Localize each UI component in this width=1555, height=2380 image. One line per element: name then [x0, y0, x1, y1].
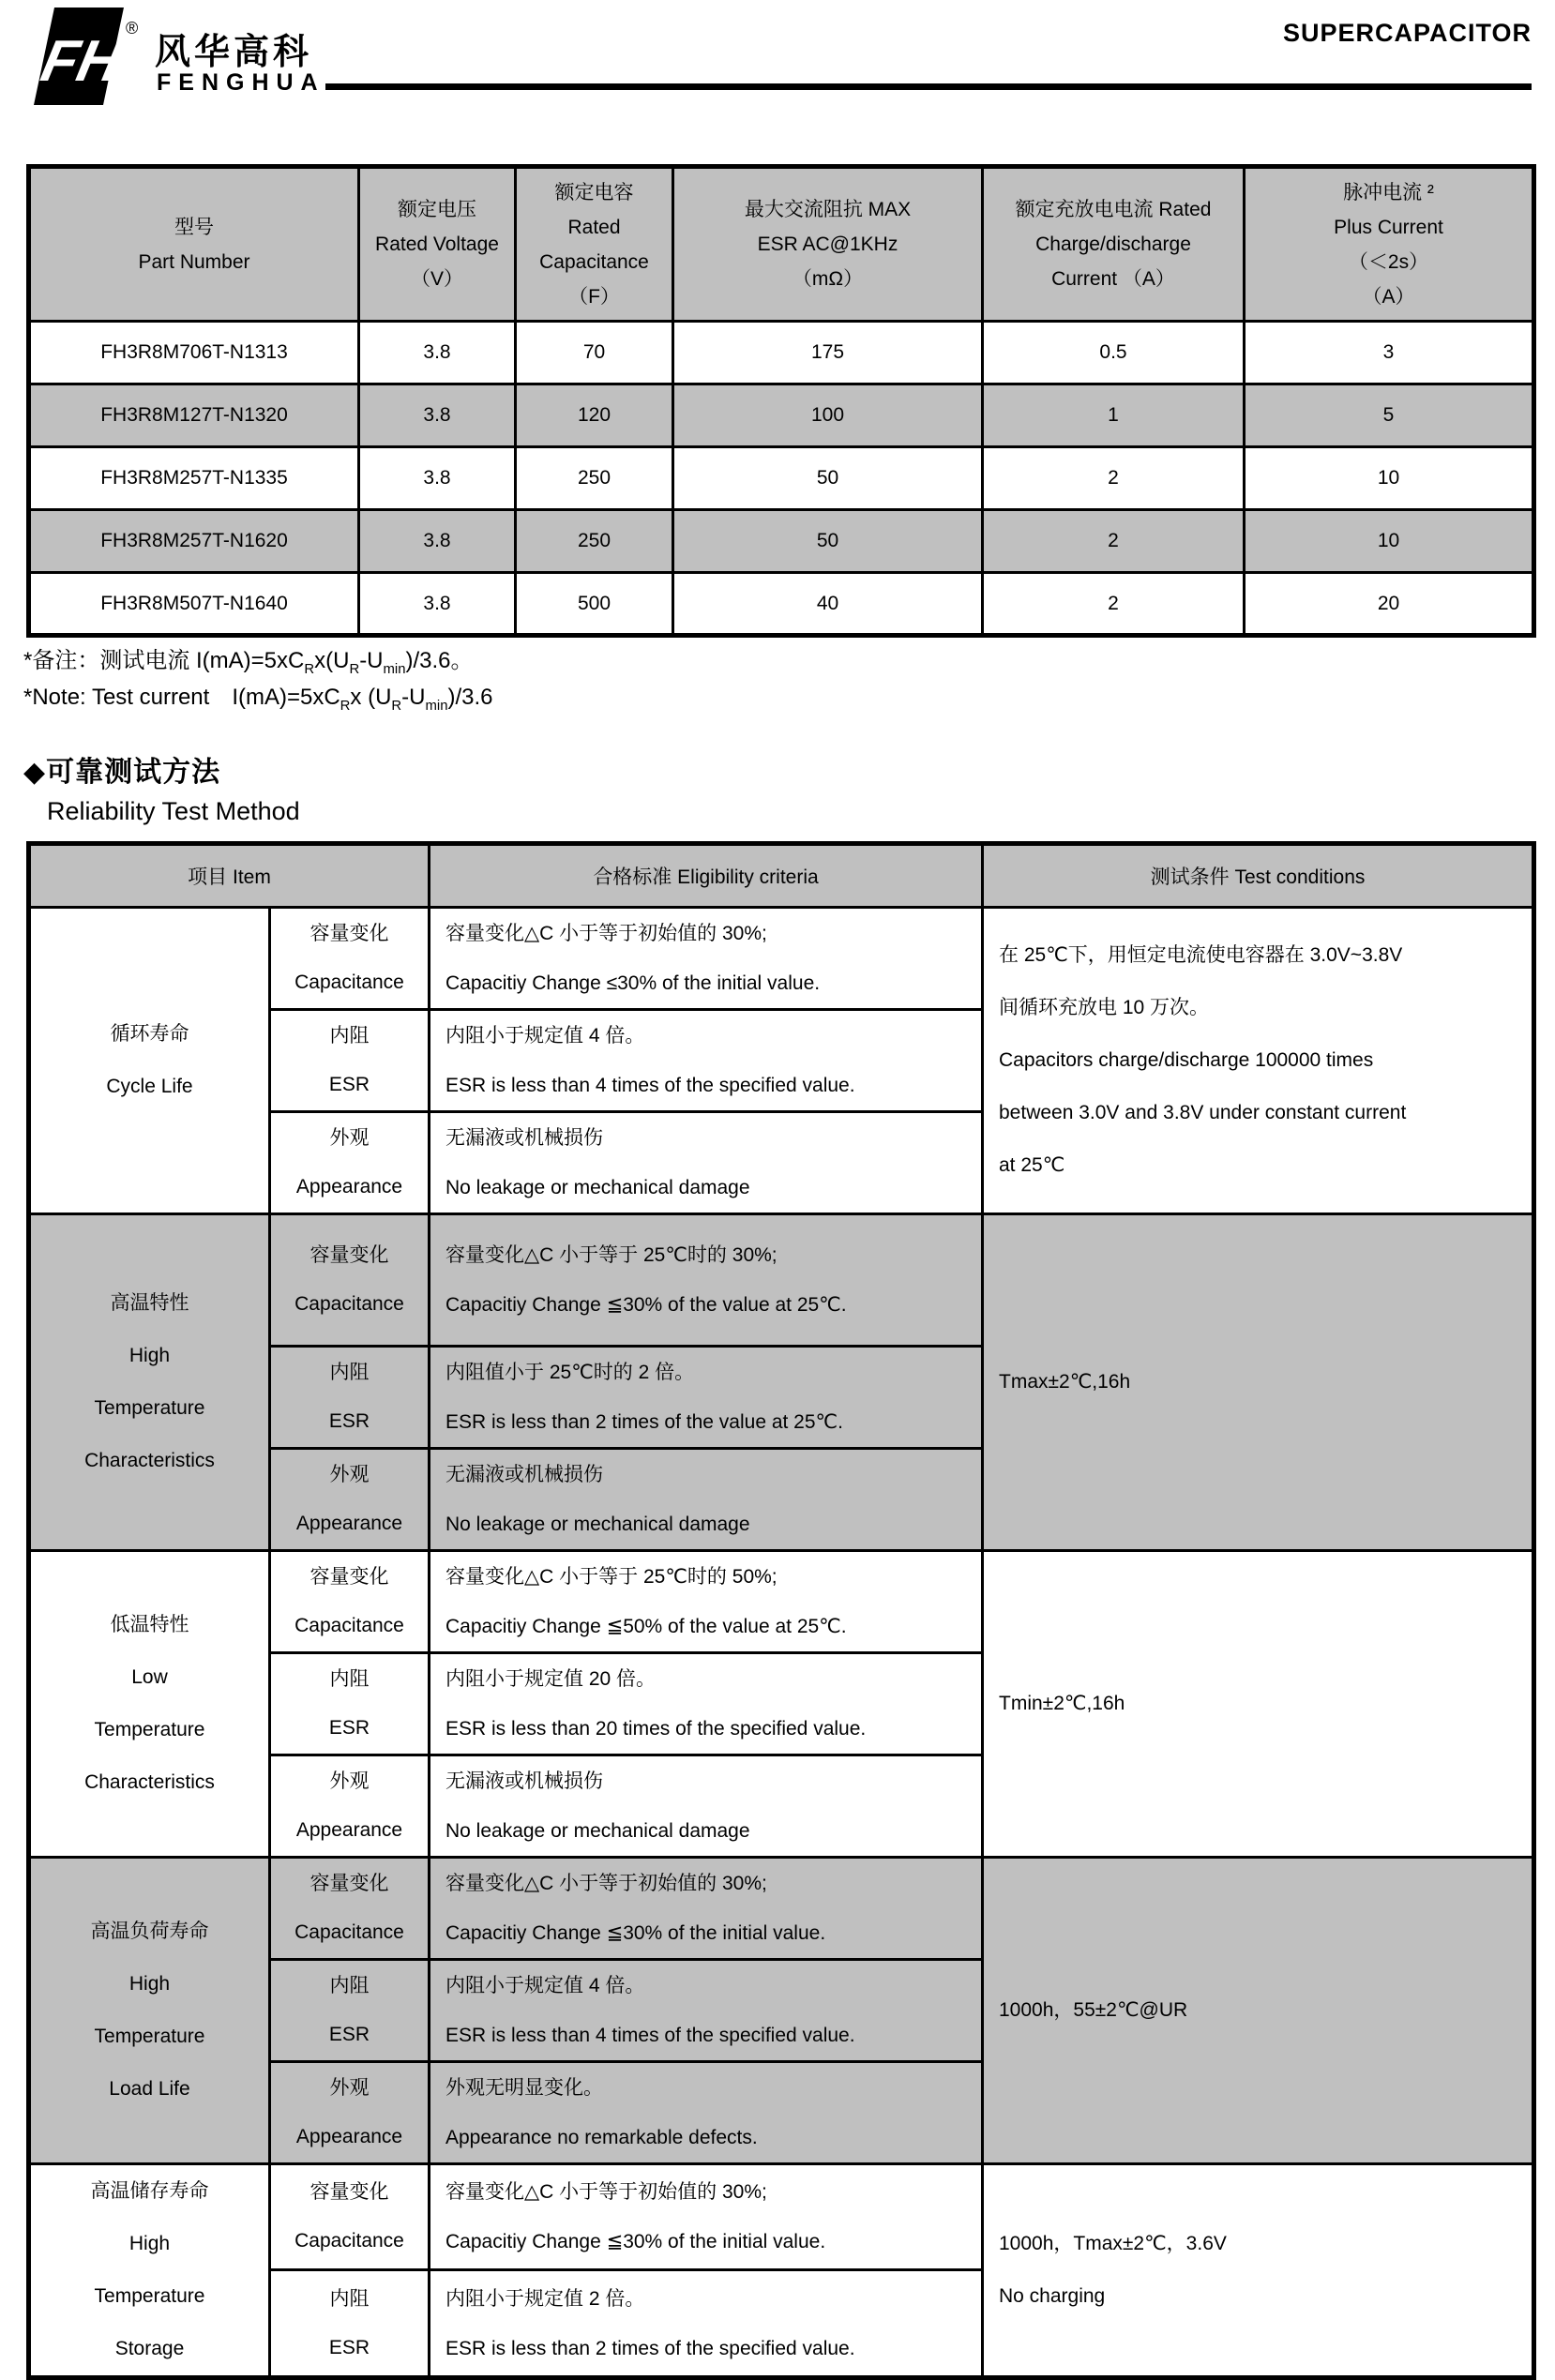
cell-line: 容量变化 — [309, 1244, 389, 1266]
test-conditions-cell — [983, 1858, 1534, 2164]
test-item-group-cell — [29, 1214, 270, 1551]
cell-line: 内阻 — [329, 1025, 370, 1047]
cell-line: Characteristics — [84, 1771, 215, 1793]
eligibility-criteria-cell — [430, 1858, 983, 1960]
cell-line: Tmin±2℃,16h — [999, 1693, 1125, 1714]
spec-row — [29, 322, 1534, 384]
spec-table-container — [26, 164, 1536, 638]
note-en: *Note: Test current $I(mA)=5xC_Rx$ $(U_R-U_{min})/3.6$ — [23, 685, 493, 714]
cell-line: ESR is less than 4 times of the specified value. — [445, 1075, 855, 1096]
reliability-row — [29, 2164, 1534, 2270]
test-item-sub-cell — [270, 1858, 430, 1960]
cell-line: 内阻小于规定值 4 倍。 — [445, 1975, 645, 1996]
spec-row — [29, 447, 1534, 510]
test-item-sub-cell — [270, 2270, 430, 2378]
test-conditions-cell — [983, 1551, 1534, 1858]
eligibility-criteria-cell — [430, 1347, 983, 1449]
cell-line: ESR is less than 2 times of the specified value. — [445, 2337, 855, 2359]
cell-line: Part Number — [138, 250, 250, 273]
cell-line: ESR AC@1KHz — [757, 233, 898, 255]
cell-line: ESR is less than 2 times of the value at 25℃. — [445, 1411, 843, 1433]
cell-line: No leakage or mechanical damage — [445, 1177, 750, 1198]
cell-line: Appearance — [295, 2126, 403, 2147]
spec-cell: 3.8 — [359, 573, 516, 636]
cell-line: Capacitiy Change ≦30% of the value at 25℃. — [445, 1294, 847, 1316]
cell-line: Appearance — [295, 1819, 403, 1841]
cell-line: 内阻 — [329, 1975, 370, 1996]
header-divider — [325, 83, 1532, 90]
cell-line: 型号 — [174, 216, 214, 238]
test-item-sub-cell — [270, 1347, 430, 1449]
cell-line: 高温储存寿命 — [90, 2180, 209, 2202]
cell-line: Temperature — [94, 1397, 205, 1419]
cell-line: ESR is less than 20 times of the specified value. — [445, 1718, 867, 1740]
spec-column-header — [673, 167, 983, 322]
spec-cell: 10 — [1245, 510, 1534, 573]
cell-line: Appearance — [295, 1176, 403, 1198]
cell-line: between 3.0V and 3.8V under constant current — [999, 1102, 1407, 1123]
test-item-sub-cell — [270, 2062, 430, 2164]
cell-line: Storage — [114, 2338, 185, 2359]
spec-cell: 120 — [516, 384, 673, 447]
spec-cell: FH3R8M257T-N1620 — [29, 510, 359, 573]
spec-cell: 500 — [516, 573, 673, 636]
cell-line: ESR is less than 4 times of the specified value. — [445, 2025, 855, 2046]
spec-cell: 1 — [983, 384, 1245, 447]
cell-line: Characteristics — [84, 1450, 215, 1471]
spec-row — [29, 510, 1534, 573]
spec-cell: 100 — [673, 384, 983, 447]
cell-line: Capacitiy Change ≦30% of the initial value. — [445, 1922, 826, 1944]
eligibility-criteria-cell — [430, 1755, 983, 1858]
cell-line: 无漏液或机械损伤 — [445, 1464, 603, 1485]
cell-line: （V） — [410, 268, 463, 290]
cell-line: ESR — [328, 1074, 370, 1095]
cell-line: 额定电容 — [554, 181, 634, 203]
cell-line: 循环寿命 — [110, 1023, 189, 1045]
spec-cell: 3.8 — [359, 510, 516, 573]
spec-table — [26, 164, 1536, 638]
cell-line: No charging — [999, 2285, 1106, 2307]
reliability-table-container — [26, 841, 1536, 2380]
spec-cell: FH3R8M706T-N1313 — [29, 322, 359, 384]
spec-column-header — [983, 167, 1245, 322]
cell-line: 外观 — [329, 1464, 370, 1485]
cell-line: Temperature — [94, 2026, 205, 2047]
cell-line: No leakage or mechanical damage — [445, 1514, 750, 1535]
cell-line: Appearance — [295, 1513, 403, 1534]
cell-line: 容量变化△C 小于等于 25℃时的 50%; — [445, 1566, 778, 1588]
cell-line: 额定充放电电流 Rated — [1015, 199, 1212, 220]
test-item-sub-cell — [270, 908, 430, 1010]
spec-cell: 2 — [983, 510, 1245, 573]
cell-line: Rated Voltage — [375, 233, 499, 255]
spec-cell: 2 — [983, 447, 1245, 510]
test-item-sub-cell — [270, 1653, 430, 1755]
test-item-sub-cell — [270, 1755, 430, 1858]
cell-line: （A） — [1362, 285, 1415, 308]
cell-line: 容量变化△C 小于等于 25℃时的 30%; — [445, 1244, 778, 1266]
cell-line: 内阻值小于 25℃时的 2 倍。 — [445, 1362, 695, 1383]
registered-trademark-icon: ® — [126, 19, 139, 38]
reliability-column-header: 项目 Item — [29, 844, 430, 908]
section-title-english: Reliability Test Method — [47, 797, 300, 825]
cell-line: 间循环充放电 10 万次。 — [999, 997, 1210, 1018]
cell-line: No leakage or mechanical damage — [445, 1820, 750, 1842]
cell-line: 外观 — [329, 2077, 370, 2099]
cell-line: 容量变化 — [309, 923, 389, 944]
reliability-row — [29, 1214, 1534, 1347]
cell-line: 外观 — [329, 1770, 370, 1792]
cell-line: Capacitiy Change ≦50% of the value at 25℃. — [445, 1616, 847, 1637]
test-item-sub-cell — [270, 1010, 430, 1112]
reliability-table — [26, 841, 1536, 2380]
test-item-sub-cell — [270, 2164, 430, 2270]
eligibility-criteria-cell — [430, 1449, 983, 1551]
cell-line: 容量变化△C 小于等于初始值的 30%; — [445, 923, 767, 944]
eligibility-criteria-cell — [430, 1010, 983, 1112]
cell-line: ESR — [328, 2024, 370, 2045]
cell-line: 外观无明显变化。 — [445, 2077, 603, 2099]
eligibility-criteria-cell — [430, 908, 983, 1010]
eligibility-criteria-cell — [430, 1214, 983, 1347]
spec-header-row — [29, 167, 1534, 322]
spec-row — [29, 573, 1534, 636]
fenghua-logo-icon — [34, 8, 124, 105]
eligibility-criteria-cell — [430, 1653, 983, 1755]
cell-line: 内阻 — [329, 2287, 370, 2310]
cell-line: High — [128, 2233, 171, 2254]
cell-line: Temperature — [94, 1719, 205, 1740]
spec-cell: 3.8 — [359, 384, 516, 447]
cell-line: 内阻小于规定值 2 倍。 — [445, 2287, 645, 2310]
eligibility-criteria-cell — [430, 1960, 983, 2062]
cell-line: （mΩ） — [792, 268, 864, 290]
reliability-table-body — [29, 844, 1534, 2378]
eligibility-criteria-cell — [430, 1551, 983, 1653]
cell-line: 容量变化 — [309, 1873, 389, 1894]
test-item-sub-cell — [270, 1112, 430, 1214]
cell-line: （＜2s） — [1348, 250, 1429, 273]
section-title-chinese: ◆可靠测试方法 — [23, 757, 221, 788]
spec-cell: 3 — [1245, 322, 1534, 384]
reliability-row — [29, 908, 1534, 1010]
eligibility-criteria-cell — [430, 1112, 983, 1214]
spec-cell: FH3R8M127T-N1320 — [29, 384, 359, 447]
cell-line: 内阻小于规定值 4 倍。 — [445, 1025, 645, 1047]
svg-text:FH: FH — [36, 28, 124, 94]
cell-line: 1000h，55±2℃@UR — [999, 1999, 1188, 2021]
cell-line: Appearance no remarkable defects. — [445, 2127, 758, 2148]
test-item-group-cell — [29, 908, 270, 1214]
cell-line: 内阻 — [329, 1362, 370, 1383]
test-conditions-cell — [983, 2164, 1534, 2378]
cell-line: High — [128, 1973, 171, 1995]
cell-line: 无漏液或机械损伤 — [445, 1127, 603, 1149]
spec-cell: 250 — [516, 510, 673, 573]
cell-line: （F） — [568, 285, 620, 308]
spec-cell: FH3R8M507T-N1640 — [29, 573, 359, 636]
spec-cell: FH3R8M257T-N1335 — [29, 447, 359, 510]
cell-line: 无漏液或机械损伤 — [445, 1770, 603, 1792]
spec-cell: 70 — [516, 322, 673, 384]
test-item-sub-cell — [270, 1551, 430, 1653]
spec-cell: 50 — [673, 510, 983, 573]
test-item-group-cell — [29, 1551, 270, 1858]
spec-cell: 3.8 — [359, 322, 516, 384]
note-cn: *备注：测试电流 $I(mA)=5xC_Rx(U_R-U_{min})/3.6$。 — [23, 648, 474, 677]
cell-line: Plus Current — [1334, 216, 1443, 238]
cell-line: Charge/discharge — [1035, 233, 1191, 255]
cell-line: Capacitance — [294, 1921, 404, 1943]
test-item-sub-cell — [270, 1449, 430, 1551]
cell-line: Capacitors charge/discharge 100000 times — [999, 1049, 1374, 1071]
spec-row — [29, 384, 1534, 447]
spec-cell: 175 — [673, 322, 983, 384]
cell-line: Capacitiy Change ≦30% of the initial value. — [445, 2231, 826, 2253]
cell-line: 额定电压 — [398, 199, 476, 220]
spec-cell: 50 — [673, 447, 983, 510]
cell-line: 高温特性 — [110, 1292, 189, 1314]
cell-line: Capacitance — [294, 1615, 404, 1636]
cell-line: 低温特性 — [110, 1614, 189, 1635]
cell-line: Capacitiy Change ≤30% of the initial value. — [445, 972, 821, 994]
cell-line: ESR — [328, 1717, 370, 1739]
spec-column-header — [359, 167, 516, 322]
cell-line: 容量变化△C 小于等于初始值的 30%; — [445, 2181, 767, 2204]
cell-line: Low — [131, 1666, 168, 1688]
cell-line: 容量变化△C 小于等于初始值的 30%; — [445, 1873, 767, 1894]
test-item-sub-cell — [270, 1214, 430, 1347]
cell-line: 高温负荷寿命 — [90, 1921, 209, 1942]
reliability-header-row — [29, 844, 1534, 908]
reliability-row — [29, 1858, 1534, 1960]
eligibility-criteria-cell — [430, 2164, 983, 2270]
cell-line: 脉冲电流 ² — [1343, 181, 1434, 203]
spec-cell: 40 — [673, 573, 983, 636]
spec-cell: 5 — [1245, 384, 1534, 447]
cell-line: Rated — [567, 216, 621, 238]
cell-line: Capacitance — [294, 972, 404, 993]
cell-line: High — [128, 1345, 171, 1366]
cell-line: 在 25℃下，用恒定电流使电容器在 3.0V~3.8V — [999, 944, 1403, 966]
cell-line: Current （A） — [1051, 268, 1175, 290]
eligibility-criteria-cell — [430, 2270, 983, 2378]
cell-line: Capacitance — [539, 250, 649, 273]
page-title: SUPERCAPACITOR — [1282, 19, 1532, 47]
spec-cell: 20 — [1245, 573, 1534, 636]
test-conditions-cell — [983, 1214, 1534, 1551]
spec-table-body — [29, 167, 1534, 636]
reliability-row — [29, 1551, 1534, 1653]
cell-line: 外观 — [329, 1127, 370, 1149]
cell-line: Temperature — [94, 2285, 205, 2307]
cell-line: Load Life — [109, 2078, 190, 2100]
spec-column-header — [29, 167, 359, 322]
spec-cell: 3.8 — [359, 447, 516, 510]
spec-cell: 10 — [1245, 447, 1534, 510]
cell-line: 容量变化 — [309, 1566, 389, 1588]
test-item-group-cell — [29, 2164, 270, 2378]
cell-line: Tmax±2℃,16h — [999, 1371, 1131, 1393]
test-item-sub-cell — [270, 1960, 430, 2062]
reliability-column-header: 测试条件 Test conditions — [983, 844, 1534, 908]
spec-column-header — [516, 167, 673, 322]
spec-cell: 0.5 — [983, 322, 1245, 384]
spec-column-header — [1245, 167, 1534, 322]
cell-line: 内阻 — [329, 1668, 370, 1690]
cell-line: ESR — [328, 2336, 370, 2358]
cell-line: at 25℃ — [999, 1154, 1065, 1176]
spec-cell: 2 — [983, 573, 1245, 636]
cell-line: Capacitance — [294, 2230, 404, 2252]
brand-name-chinese: 风华高科 — [155, 33, 313, 72]
cell-line: 内阻小于规定值 20 倍。 — [445, 1668, 657, 1690]
cell-line: Capacitance — [294, 1293, 404, 1315]
test-conditions-cell — [983, 908, 1534, 1214]
brand-name-english: FENGHUA — [157, 69, 325, 96]
reliability-column-header: 合格标准 Eligibility criteria — [430, 844, 983, 908]
cell-line: ESR — [328, 1410, 370, 1432]
cell-line: 容量变化 — [309, 2181, 389, 2204]
spec-cell: 250 — [516, 447, 673, 510]
cell-line: 1000h，Tmax±2℃，3.6V — [999, 2233, 1227, 2254]
test-item-group-cell — [29, 1858, 270, 2164]
cell-line: 最大交流阻抗 MAX — [744, 199, 912, 220]
eligibility-criteria-cell — [430, 2062, 983, 2164]
cell-line: Cycle Life — [106, 1076, 193, 1097]
